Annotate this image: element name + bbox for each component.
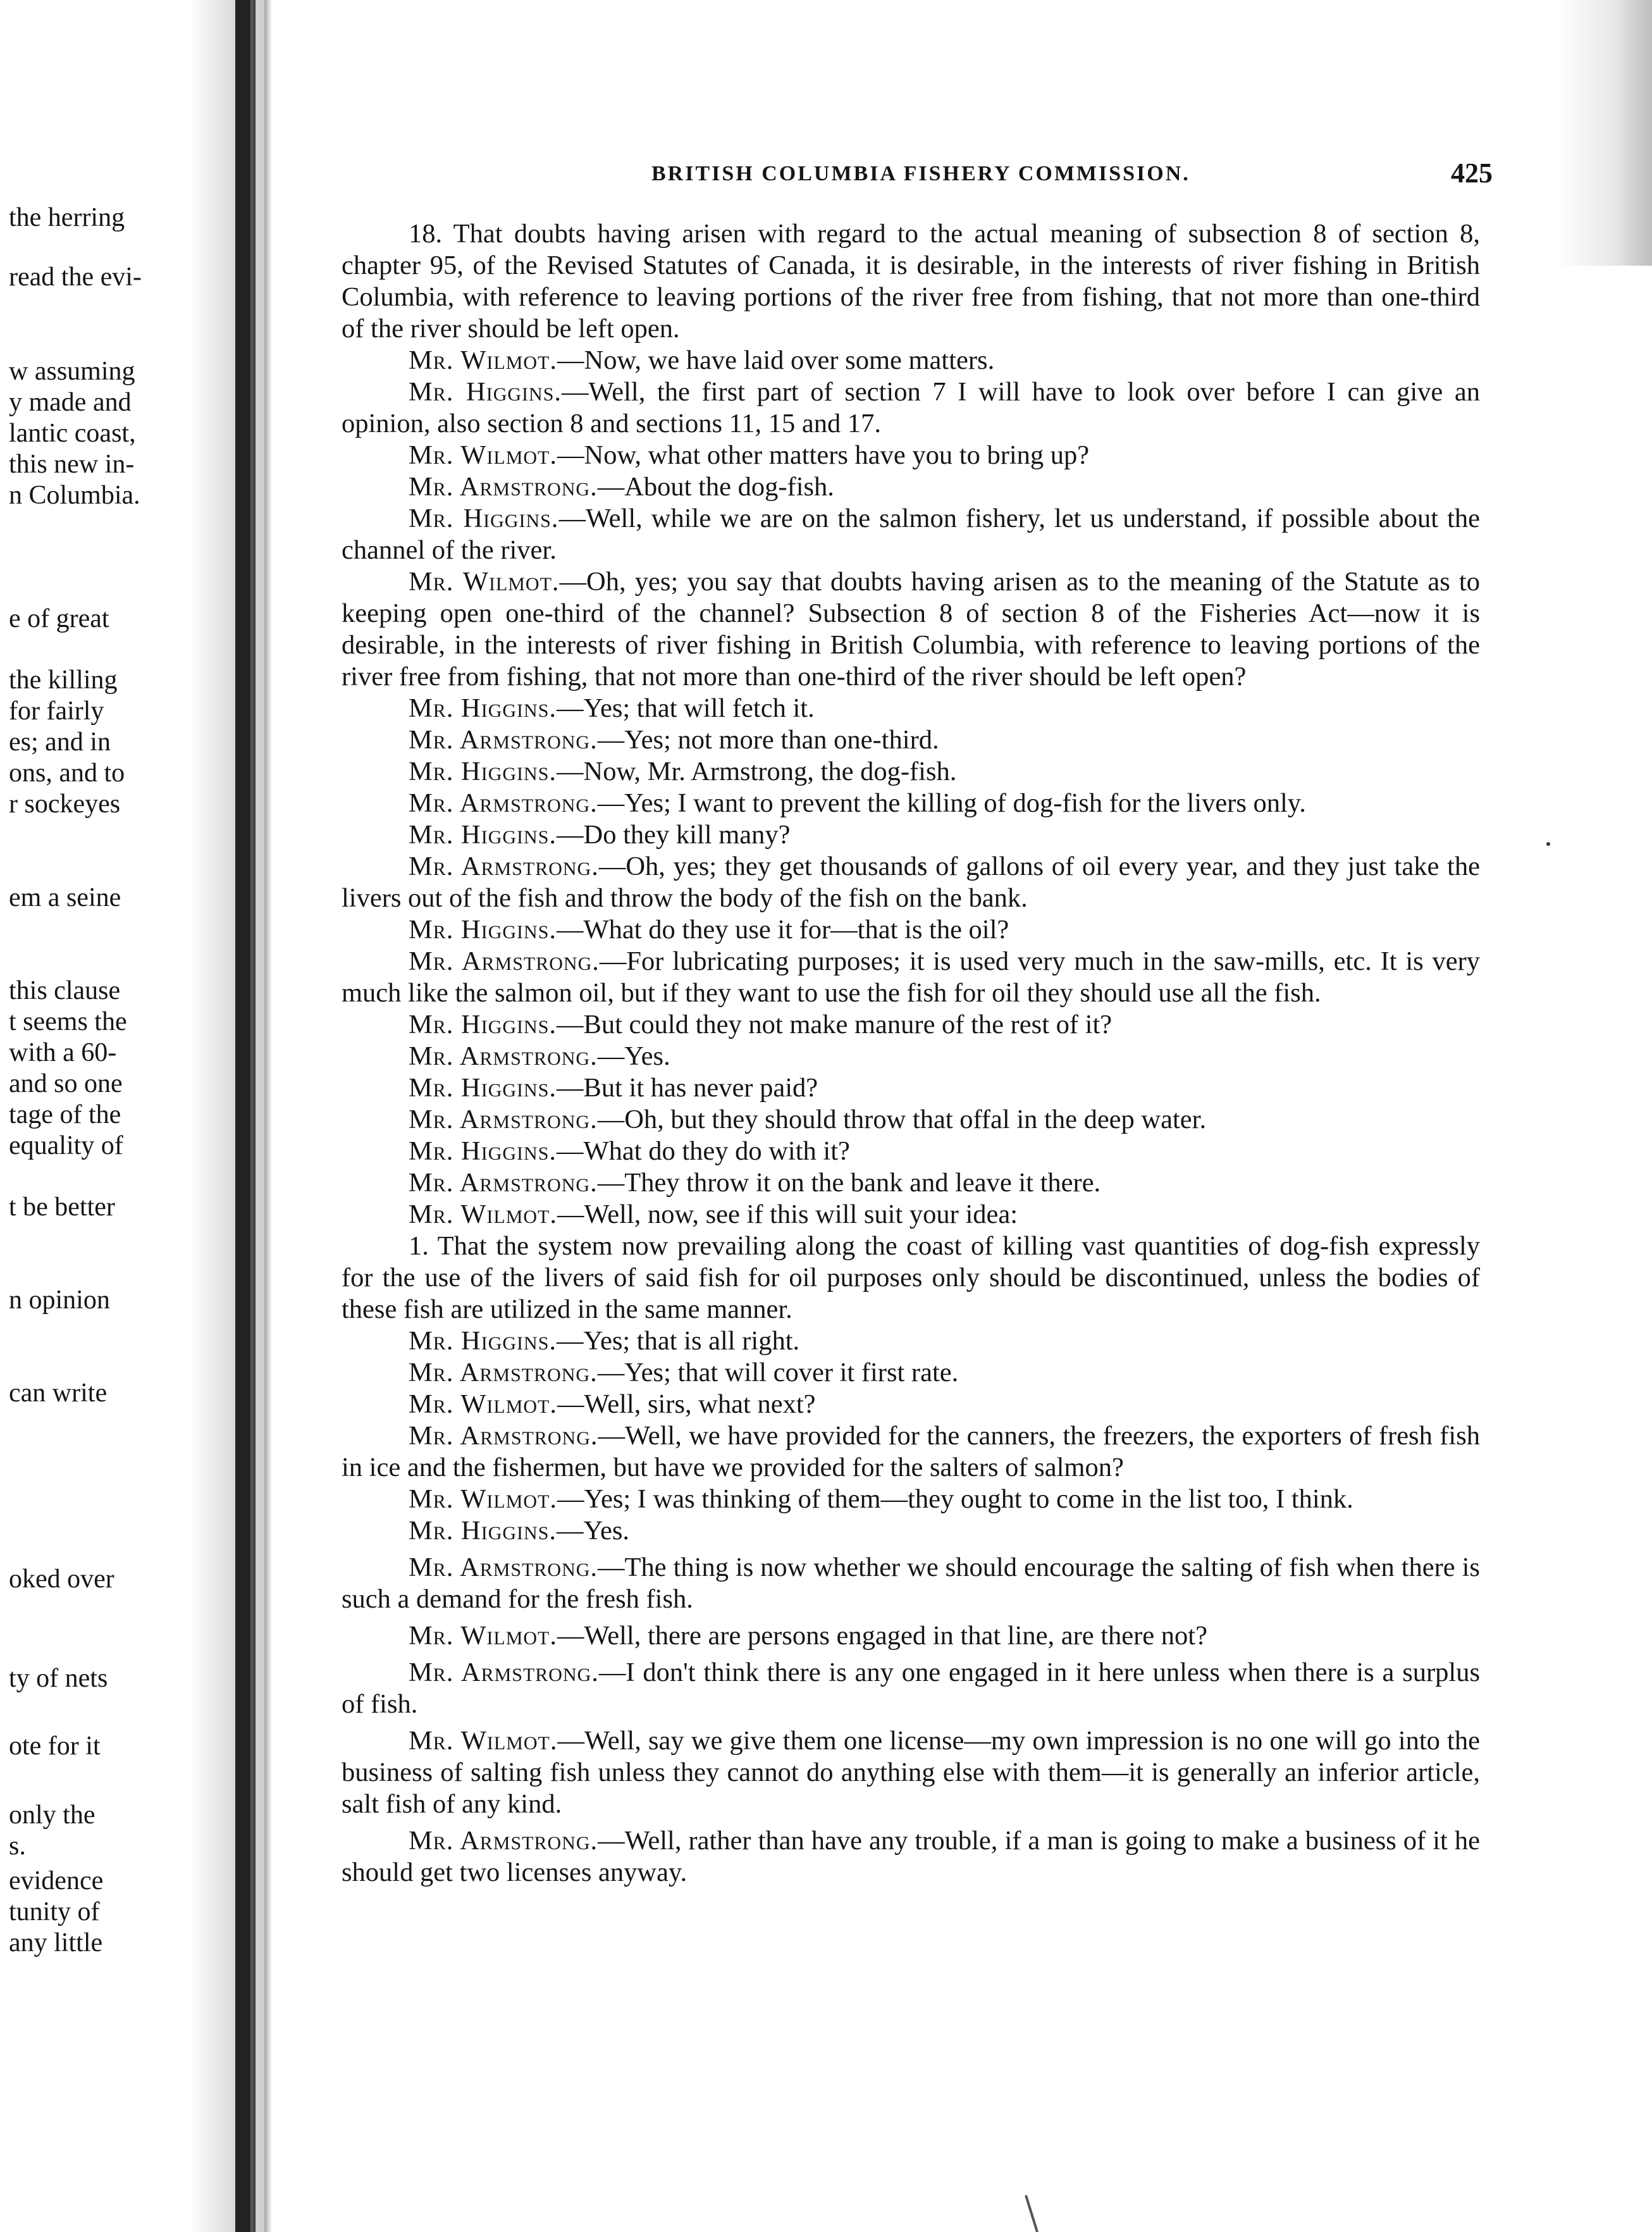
page-number: 425: [1451, 158, 1493, 189]
left-line: evidence: [9, 1866, 104, 1895]
inner-page-edge: [256, 0, 264, 2232]
speaker-name: Mr. Higgins.: [409, 693, 557, 723]
speck: [1546, 842, 1550, 846]
left-line: r sockeyes: [9, 790, 121, 819]
speaker-name: Mr. Armstrong.: [409, 1658, 599, 1687]
left-line: e of great: [9, 604, 109, 633]
left-line: em a seine: [9, 883, 121, 912]
speaker-name: Mr. Wilmot.: [409, 1621, 558, 1651]
paragraph-text: —Yes; that will cover it first rate.: [597, 1358, 959, 1387]
paragraph: [342, 1041, 1480, 1072]
paragraph: [342, 1325, 1480, 1357]
paragraph: [342, 345, 1480, 376]
left-line: the herring: [9, 203, 125, 232]
left-line: this clause: [9, 976, 121, 1005]
paragraph-text: —Well, there are persons engaged in that line, are there not?: [557, 1621, 1207, 1651]
speaker-name: Mr. Higgins.: [409, 1516, 557, 1546]
paragraph: [342, 1657, 1480, 1720]
speaker-name: Mr. Higgins.: [409, 820, 557, 850]
speaker-name: Mr. Higgins.: [409, 504, 559, 533]
left-line: t be better: [9, 1193, 115, 1222]
left-line: any little: [9, 1928, 103, 1957]
speaker-name: Mr. Armstrong.: [409, 788, 598, 818]
speaker-name: Mr. Wilmot.: [409, 440, 558, 470]
speaker-name: Mr. Armstrong.: [409, 1358, 598, 1387]
speaker-name: Mr. Armstrong.: [409, 852, 599, 881]
running-head: BRITISH COLUMBIA FISHERY COMMISSION.: [651, 162, 1190, 185]
paragraph: [342, 1515, 1480, 1547]
paragraph-text: —Yes; I was thinking of them—they ought to come in the list too, I think.: [557, 1484, 1353, 1514]
paragraph-text: —Well, while we are on the salmon fishery, let us understand, if possible about the channel of the river.: [342, 504, 1480, 565]
left-line: n Columbia.: [9, 481, 140, 510]
paragraph: [342, 218, 1480, 345]
left-line: ty of nets: [9, 1664, 108, 1693]
speaker-name: Mr. Higgins.: [409, 1136, 557, 1166]
paragraph-text: —What do they do with it?: [557, 1136, 850, 1166]
left-line: and so one: [9, 1069, 123, 1098]
page-header: [651, 157, 1493, 195]
paragraph-text: —They throw it on the bank and leave it there.: [597, 1168, 1101, 1198]
speaker-name: Mr. Wilmot.: [409, 1726, 558, 1756]
paragraph: [342, 471, 1480, 503]
speaker-name: Mr. Higgins.: [409, 1326, 557, 1356]
gutter-line: [235, 0, 250, 2232]
left-line: for fairly: [9, 697, 104, 726]
speaker-name: Mr. Higgins.: [409, 1010, 557, 1039]
paragraph-text: —Yes; I want to prevent the killing of dog-fish for the livers only.: [597, 788, 1306, 818]
paragraph: [342, 1420, 1480, 1484]
paragraph: [342, 724, 1480, 756]
left-line: tunity of: [9, 1897, 100, 1926]
speaker-name: Mr. Armstrong.: [409, 725, 598, 755]
paragraph-text: —Yes.: [597, 1041, 670, 1071]
left-line: can write: [9, 1379, 108, 1408]
paragraph: [342, 1825, 1480, 1888]
speaker-name: Mr. Armstrong.: [409, 1041, 598, 1071]
bottom-mark: [1026, 2195, 1037, 2232]
speaker-name: Mr. Armstrong.: [409, 1421, 598, 1451]
paragraph-text: —Oh, yes; they get thousands of gallons of oil every year, and they just take the livers out of the fish and throw the body of the fish on the bank.: [342, 852, 1480, 913]
transcript-body: [342, 218, 1480, 1888]
speaker-name: Mr. Wilmot.: [409, 1200, 558, 1229]
paragraph-text: —Yes; that will fetch it.: [557, 693, 815, 723]
paragraph-text: —Do they kill many?: [557, 820, 791, 850]
speaker-name: Mr. Higgins.: [409, 377, 562, 407]
paragraph: [342, 1389, 1480, 1420]
right-page-edge: [1556, 0, 1652, 266]
left-line: oked over: [9, 1565, 114, 1594]
paragraph-text: —Now, what other matters have you to bring up?: [557, 440, 1090, 470]
paragraph-text: —Yes; not more than one-third.: [597, 725, 939, 755]
paragraph: [342, 566, 1480, 693]
left-line: n opinion: [9, 1286, 110, 1315]
paragraph-text: —But could they not make manure of the rest of it?: [557, 1010, 1113, 1039]
paragraph-text: —Oh, yes; you say that doubts having arisen as to the meaning of the Statute as to keeping open one-third of the channel? Subsection 8 of section 8 of the Fisheries Act—now it is desirable, in the interests of river fishing in British Columbia, with reference to leaving portions of the river free from fishing, that not more than one-third of the river should be left open?: [342, 567, 1480, 691]
paragraph: [342, 1136, 1480, 1167]
speaker-name: Mr. Higgins.: [409, 757, 557, 786]
paragraph: [342, 1167, 1480, 1199]
paragraph: [342, 788, 1480, 819]
left-line: this new in-: [9, 450, 135, 479]
paragraph: [342, 1104, 1480, 1136]
paragraph: [342, 503, 1480, 566]
paragraph: [342, 819, 1480, 851]
paragraph-text: —Now, Mr. Armstrong, the dog-fish.: [557, 757, 957, 786]
paragraph: [342, 1231, 1480, 1325]
paragraph: [342, 1620, 1480, 1652]
paragraph: [342, 1552, 1480, 1615]
paragraph: [342, 946, 1480, 1009]
paragraph: [342, 1072, 1480, 1104]
paragraph-text: —Well, say we give them one license—my own impression is no one will go into the business of salting fish unless they cannot do anything else with them—it is generally an inferior article, salt fish of any kind.: [342, 1726, 1480, 1819]
paragraph: [342, 914, 1480, 946]
speaker-name: Mr. Armstrong.: [409, 1826, 598, 1856]
speaker-name: Mr. Wilmot.: [409, 345, 558, 375]
left-line: equality of: [9, 1131, 123, 1160]
left-line: only the: [9, 1801, 96, 1830]
left-line: lantic coast,: [9, 419, 136, 448]
paragraph: [342, 1484, 1480, 1515]
paragraph: [342, 376, 1480, 440]
paragraph-text: —Yes; that is all right.: [557, 1326, 800, 1356]
speaker-name: Mr. Higgins.: [409, 915, 557, 945]
paragraph-text: —What do they use it for—that is the oil?: [557, 915, 1009, 945]
speaker-name: Mr. Higgins.: [409, 1073, 557, 1103]
speaker-name: Mr. Wilmot.: [409, 1389, 558, 1419]
paragraph-text: —Well, now, see if this will suit your idea:: [557, 1200, 1018, 1229]
paragraph: [342, 440, 1480, 471]
paragraph-text: —Now, we have laid over some matters.: [557, 345, 995, 375]
paragraph-text: —About the dog-fish.: [597, 472, 834, 502]
paragraph: [342, 851, 1480, 914]
paragraph-text: 18. That doubts having arisen with regard to the actual meaning of subsection 8 of section 8, chapter 95, of the Revised Statutes of Canada, it is desirable, in the interests of river fishing in British Columbia, with reference to leaving portions of the river free from fishing, that not more than one-third of the river should be left open.: [342, 219, 1480, 344]
paragraph: [342, 1199, 1480, 1231]
paragraph: [342, 1357, 1480, 1389]
paragraph-text: —Oh, but they should throw that offal in the deep water.: [597, 1105, 1207, 1134]
speaker-name: Mr. Armstrong.: [409, 946, 600, 976]
speaker-name: Mr. Armstrong.: [409, 1168, 598, 1198]
speaker-name: Mr. Armstrong.: [409, 1105, 598, 1134]
left-line: read the evi-: [9, 263, 142, 292]
speaker-name: Mr. Armstrong.: [409, 1553, 598, 1582]
paragraph: [342, 1725, 1480, 1820]
paragraph-text: 1. That the system now prevailing along the coast of killing vast quantities of dog-fish expressly for the use of the livers of said fish for oil purposes only should be discontinued, unless the bodies of these fish are utilized in the same manner.: [342, 1231, 1480, 1324]
speaker-name: Mr. Wilmot.: [409, 1484, 558, 1514]
paragraph-text: —Well, we have provided for the canners, the freezers, the exporters of fresh fish in ice and the fishermen, but have we provided for the salters of salmon?: [342, 1421, 1480, 1482]
left-line: tage of the: [9, 1100, 121, 1129]
speaker-name: Mr. Armstrong.: [409, 472, 598, 502]
paragraph-text: —For lubricating purposes; it is used very much in the saw-mills, etc. It is very much like the salmon oil, but if they want to use the fish for oil they should use all the fish.: [342, 946, 1480, 1008]
left-line: with a 60-: [9, 1038, 117, 1067]
left-line: the killing: [9, 666, 118, 695]
paragraph-text: —Yes.: [557, 1516, 629, 1546]
paragraph: [342, 693, 1480, 724]
left-line: t seems the: [9, 1007, 127, 1036]
paragraph-text: —I don't think there is any one engaged in it here unless when there is a surplus of fish.: [342, 1658, 1480, 1719]
paragraph-text: —Well, sirs, what next?: [557, 1389, 816, 1419]
left-page-fragment: [0, 0, 215, 2232]
left-line: s.: [9, 1832, 26, 1861]
left-line: w assuming: [9, 357, 135, 386]
left-line: es; and in: [9, 728, 111, 757]
left-line: y made and: [9, 388, 132, 417]
paragraph: [342, 756, 1480, 788]
paragraph-text: —Well, the first part of section 7 I will have to look over before I can give an opinion, also section 8 and sections 11, 15 and 17.: [342, 377, 1480, 438]
paragraph-text: —The thing is now whether we should encourage the salting of fish when there is such a demand for the fresh fish.: [342, 1553, 1480, 1614]
left-line: ons, and to: [9, 759, 125, 788]
paragraph: [342, 1009, 1480, 1041]
speaker-name: Mr. Wilmot.: [409, 567, 560, 597]
paragraph-text: —But it has never paid?: [557, 1073, 818, 1103]
paragraph-text: —Well, rather than have any trouble, if a man is going to make a business of it he should get two licenses anyway.: [342, 1826, 1480, 1887]
left-line: ote for it: [9, 1732, 101, 1761]
